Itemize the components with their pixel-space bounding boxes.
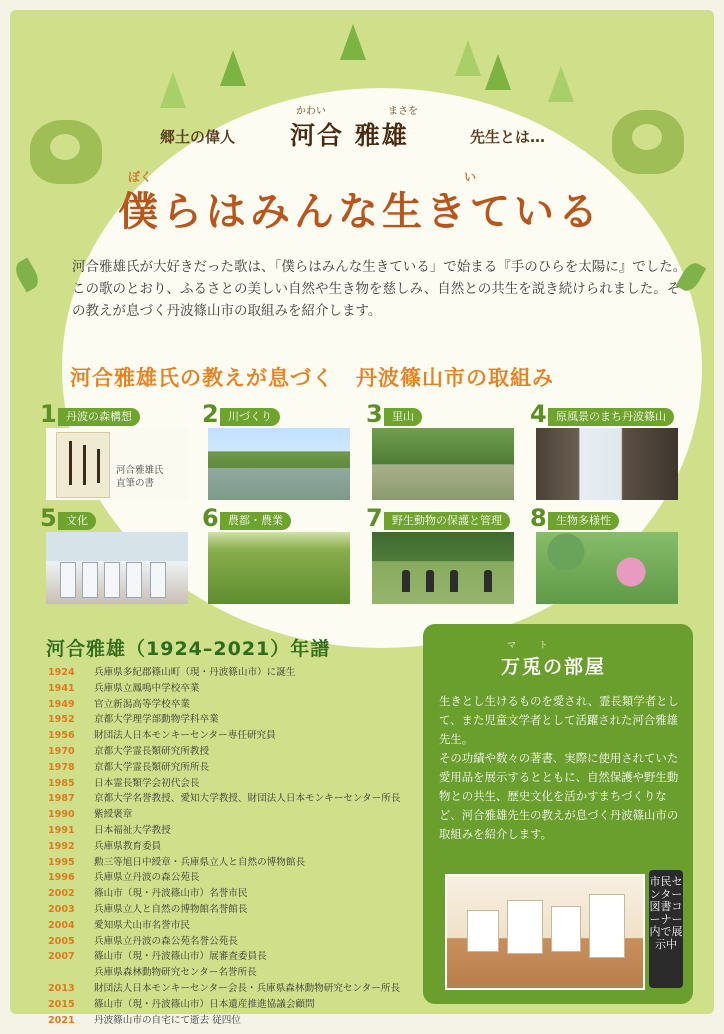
tree-icon — [340, 24, 366, 60]
room-description — [439, 692, 687, 844]
chronology-year: 1987 — [48, 793, 75, 805]
card-label: 生物多様性 — [548, 512, 619, 530]
chronology-row — [48, 712, 428, 728]
photo-caption — [116, 464, 164, 490]
chronology-row — [48, 807, 428, 823]
river-photo — [208, 428, 350, 500]
calligraphy-photo — [46, 428, 188, 500]
chronology-year: 2021 — [48, 1014, 75, 1026]
chronology-event: 兵庫県立鳳鳴中学校卒業 — [94, 682, 200, 694]
chronology-year: 1992 — [48, 840, 75, 852]
festival-photo — [46, 532, 188, 604]
card-label: 文化 — [58, 512, 96, 530]
person-name: 河合 雅雄 — [290, 121, 409, 150]
card-number: 3 — [366, 400, 383, 428]
chronology-row — [48, 886, 428, 902]
chronology-list — [48, 665, 428, 1028]
chronology-year: 2005 — [48, 935, 75, 947]
lead-line-2: この歌のとおり、ふるさとの美しい自然や生き物を慈しみ、自然との共生を説き続けられました。その教えが息づく丹波篠山市の取組みを紹介します。 — [72, 281, 681, 319]
wildlife-photo — [372, 532, 514, 604]
tree-icon — [548, 66, 574, 102]
chronology-year: 1956 — [48, 730, 75, 742]
chronology-row — [48, 776, 428, 792]
chronology-row — [48, 791, 428, 807]
ruby-surname: かわい — [296, 106, 326, 117]
chronology-year: 1941 — [48, 682, 75, 694]
card-number: 8 — [530, 504, 547, 532]
caption-line-1: 河合雅雄氏 — [116, 465, 164, 476]
lead-text — [72, 256, 692, 322]
chronology-event: 日本福祉大学教授 — [94, 824, 171, 836]
initiative-card-1 — [40, 400, 188, 500]
townscape-photo — [536, 428, 678, 500]
chronology-event: 京都大学名誉教授、愛知大学教授、財団法人日本モンキーセンター所長 — [94, 793, 401, 805]
chronology-event: 兵庫県立丹波の森公苑長 — [94, 872, 200, 884]
chronology-year: 2015 — [48, 998, 75, 1010]
card-number: 1 — [40, 400, 57, 428]
card-label: 原風景のまち丹波篠山 — [548, 408, 674, 426]
chronology-row — [48, 949, 428, 965]
tree-icon — [455, 40, 481, 76]
title-ruby-i: い — [464, 170, 477, 184]
chronology-event: 京都大学霊長類研究所所長 — [94, 761, 210, 773]
intro-prefix: 郷土の偉人 — [160, 128, 236, 146]
chronology-year: 2004 — [48, 919, 75, 931]
satoyama-photo — [372, 428, 514, 500]
card-number: 6 — [202, 504, 219, 532]
chronology-event: 篠山市（現・丹波篠山市）日本遺産推進協議会顧問 — [94, 998, 315, 1010]
section-title: 河合雅雄氏の教えが息づく 丹波篠山市の取組み — [70, 366, 554, 390]
card-number: 4 — [530, 400, 547, 428]
chronology-event: 愛知県犬山市名誉市民 — [94, 919, 190, 931]
monkey-icon — [30, 120, 102, 184]
chronology-row — [48, 934, 428, 950]
chronology-row — [48, 918, 428, 934]
chronology-row — [48, 697, 428, 713]
initiative-card-7 — [366, 504, 514, 604]
card-label: 里山 — [384, 408, 422, 426]
chronology-row — [48, 744, 428, 760]
chronology-event: 紫綬褒章 — [94, 809, 133, 821]
initiative-card-4 — [530, 400, 678, 500]
chronology-year: 1985 — [48, 777, 75, 789]
chronology-event: 兵庫県多紀郡篠山町（現・丹波篠山市）に誕生 — [94, 667, 296, 678]
chronology-event: 兵庫県立丹波の森公苑名誉公苑長 — [94, 935, 238, 947]
chronology-row — [48, 902, 428, 918]
chronology-row — [48, 823, 428, 839]
chronology-year: 2003 — [48, 903, 75, 915]
chronology-row — [48, 760, 428, 776]
initiative-card-8 — [530, 504, 678, 604]
card-number: 5 — [40, 504, 57, 532]
main-title: 僕らはみんな生きている — [118, 189, 602, 235]
initiative-card-5 — [40, 504, 188, 604]
chronology-year: 1991 — [48, 824, 75, 836]
chronology-year: 1996 — [48, 872, 75, 884]
room-title-ruby: マ ト — [507, 641, 558, 651]
ruby-given: まさを — [388, 106, 418, 117]
chronology-event: 篠山市（現・丹波篠山市）展審査委員長 — [94, 951, 267, 963]
chronology-event: 官立新潟高等学校卒業 — [94, 698, 190, 710]
exhibition-badge — [649, 870, 683, 988]
mato-room-panel — [423, 624, 693, 1004]
title-ruby-boku: ぼく — [128, 170, 153, 184]
tree-icon — [485, 54, 511, 90]
badge-line-1: 市民センター — [649, 875, 683, 901]
chronology-year: 2007 — [48, 951, 75, 963]
chronology-row — [48, 997, 428, 1013]
badge-line-2: 図書コーナー内で展示中 — [649, 900, 683, 951]
room-paragraph-1: 生きとし生けるものを愛され、霊長類学者として、また児童文学者として活躍された河合雅雄先生。 — [439, 694, 679, 746]
chronology-row — [48, 839, 428, 855]
room-paragraph-2: その功績や数々の著書、実際に使用されていた愛用品を展示するとともに、自然保護や野生動物との共生、歴史文化を活かすまちづくりなど、河合雅雄先生の教えが息づく丹波篠山市の取組みを紹介します。 — [439, 751, 679, 841]
card-number: 7 — [366, 504, 383, 532]
chronology-year: 1978 — [48, 761, 75, 773]
chronology-row — [48, 965, 428, 981]
room-title: 万兎の部屋 — [501, 656, 607, 678]
lead-line-1: 河合雅雄氏が大好きだった歌は、「僕らはみんな生きている」で始まる『手のひらを太陽に』でした。 — [72, 259, 687, 275]
initiative-card-2 — [202, 400, 350, 500]
chronology-event: 財団法人日本モンキーセンター会長・兵庫県森林動物研究センター所長 — [94, 982, 401, 994]
poster — [10, 10, 714, 1026]
farm-photo — [208, 532, 350, 604]
chronology-row — [48, 665, 428, 681]
chronology-event: 日本霊長類学会初代会長 — [94, 777, 200, 789]
chronology-year: 1970 — [48, 745, 75, 757]
exhibit-photo — [445, 874, 645, 990]
initiative-card-3 — [366, 400, 514, 500]
chronology-event: 兵庫県立人と自然の博物館名誉館長 — [94, 903, 248, 915]
chronology-event: 財団法人日本モンキーセンター専任研究員 — [94, 730, 276, 742]
chronology-year: 1924 — [48, 667, 75, 678]
chronology-year: 1952 — [48, 714, 75, 726]
chronology-year: 2002 — [48, 888, 75, 900]
chronology-row — [48, 681, 428, 697]
chronology-year: 2013 — [48, 982, 75, 994]
chronology-year: 1990 — [48, 809, 75, 821]
intro-suffix: 先生とは… — [470, 128, 546, 146]
leaf-icon — [12, 258, 43, 293]
chronology-year: 1949 — [48, 698, 75, 710]
chronology-row — [48, 870, 428, 886]
chronology-event: 京都大学霊長類研究所教授 — [94, 745, 210, 757]
chronology-event: 京都大学理学部動物学科卒業 — [94, 714, 219, 726]
card-label: 川づくり — [220, 408, 280, 426]
calligraphy-image — [56, 432, 110, 498]
chronology-title: 河合雅雄（1924–2021）年譜 — [46, 638, 331, 660]
intro-heading — [160, 102, 580, 148]
initiative-card-6 — [202, 504, 350, 604]
chronology-year: 1995 — [48, 856, 75, 868]
chronology-row — [48, 728, 428, 744]
chronology-event: 勲三等旭日中綬章・兵庫県立人と自然の博物館長 — [94, 856, 306, 868]
chronology-event: 篠山市（現・丹波篠山市）名誉市民 — [94, 888, 248, 900]
chronology-event: 丹波篠山市の自宅にて逝去 従四位 — [94, 1014, 241, 1026]
card-label: 農都・農業 — [220, 512, 291, 530]
lotus-photo — [536, 532, 678, 604]
chronology-event: 兵庫県森林動物研究センター名誉所長 — [94, 967, 257, 979]
chronology-row — [48, 981, 428, 997]
chronology-row — [48, 1013, 428, 1029]
card-number: 2 — [202, 400, 219, 428]
monkey-icon — [612, 110, 684, 174]
tree-icon — [220, 50, 246, 86]
chronology-row — [48, 855, 428, 871]
chronology-event: 兵庫県教育委員 — [94, 840, 162, 852]
card-label: 野生動物の保護と管理 — [384, 512, 510, 530]
caption-line-2: 直筆の書 — [116, 478, 155, 489]
card-label: 丹波の森構想 — [58, 408, 140, 426]
